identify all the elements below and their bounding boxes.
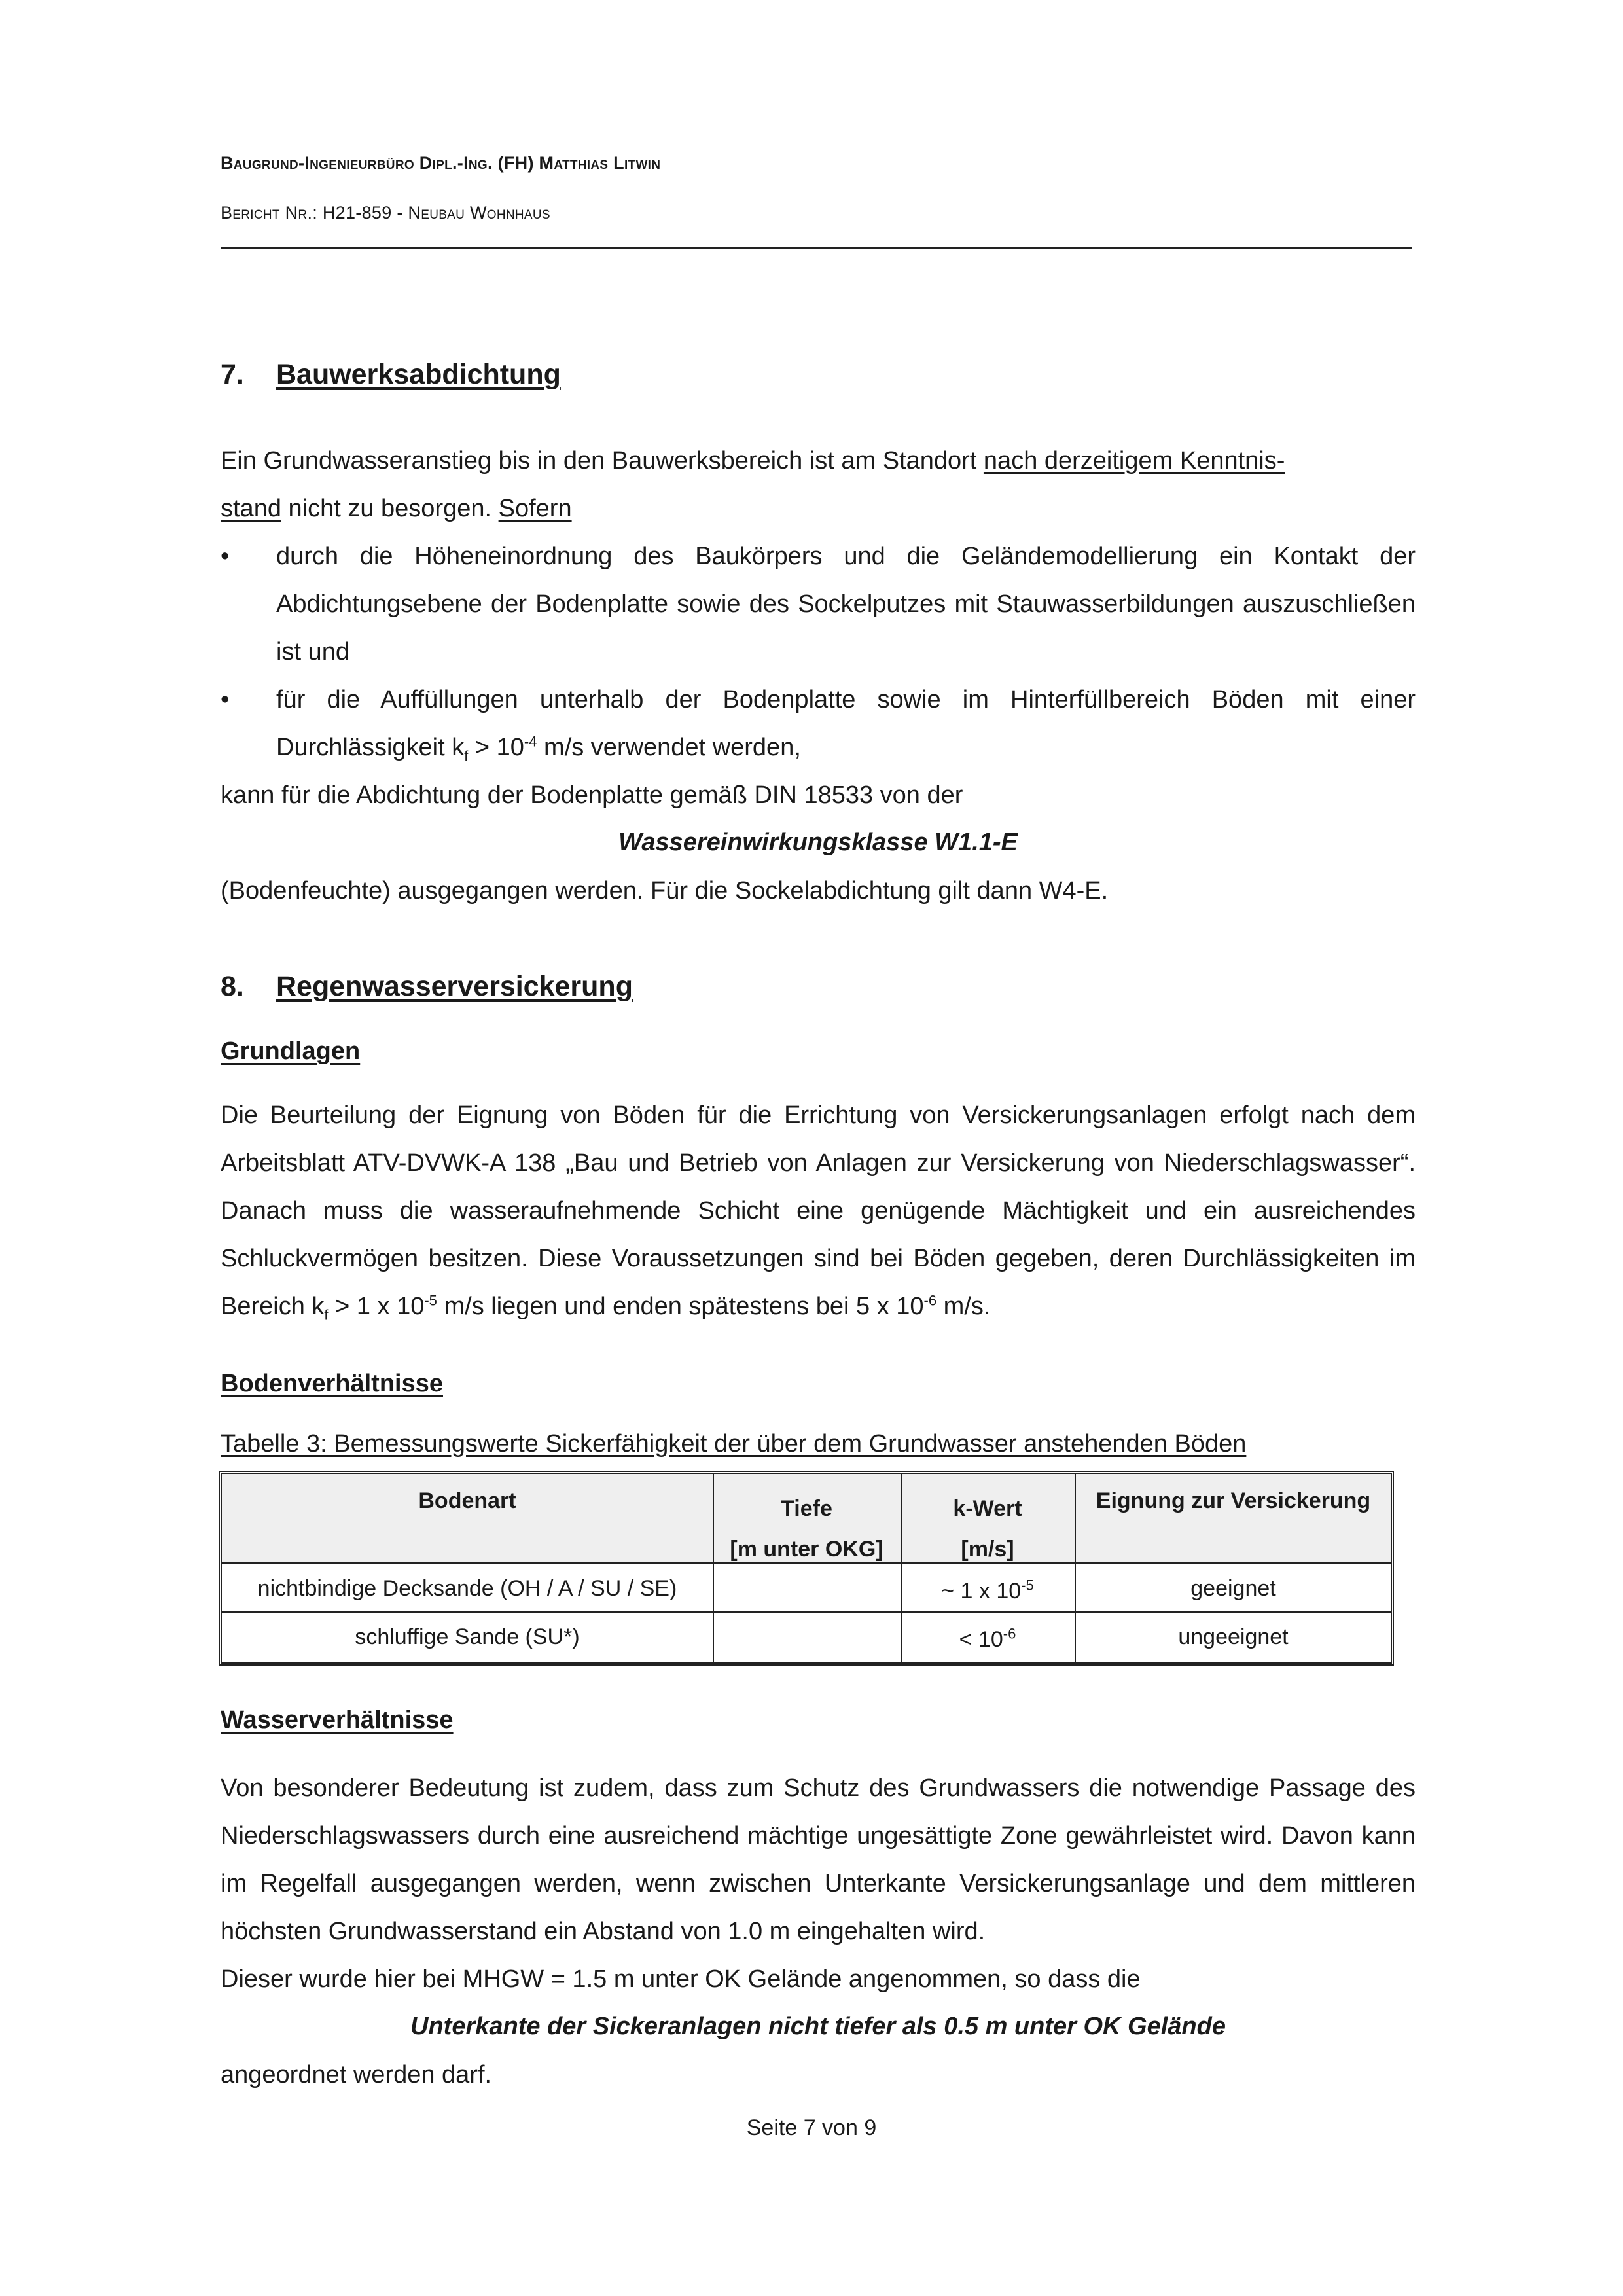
- paragraph-text: Ein Grundwasseranstieg bis in den Bauwerksbereich ist am Standort: [221, 447, 984, 475]
- table-header-eignung: Eignung zur Versickerung: [1096, 1488, 1371, 1513]
- table-header-kwert: [901, 1488, 1075, 1570]
- section-8-paragraph-4: angeordnet werden darf.: [221, 2061, 492, 2089]
- paragraph-text: > 1 x 10: [328, 1293, 425, 1320]
- table-cell-eignung: geeignet: [1190, 1576, 1276, 1601]
- section-8-title: Regenwasserversickerung: [276, 971, 633, 1002]
- bullet-text-part: > 10: [468, 734, 524, 761]
- superscript: -5: [1021, 1577, 1034, 1594]
- table-cell-kwert: [901, 1627, 1075, 1653]
- table-cell-bodenart: schluffige Sande (SU*): [355, 1624, 580, 1649]
- section-8-paragraph-2: Von besonderer Bedeutung ist zudem, dass zum Schutz des Grundwassers die notwendige Passage des Niederschlagswassers durch eine ausreichend mächtige ungesättigte Zone gewährleistet wird. Davon kann im Regelfall ausgegangen werden, wenn zwischen Unterkante Versickerungsanlage und dem mittleren höchsten Grundwasserstand ein Abstand von 1.0 m eingehalten wird.: [221, 1774, 1416, 1945]
- kwert-base: ~ 1 x 10: [941, 1579, 1022, 1604]
- table-cell-kwert: [901, 1579, 1075, 1604]
- table-cell-eignung: ungeeignet: [1178, 1624, 1289, 1649]
- underlined-text: stand: [221, 495, 281, 522]
- kwert-base: < 10: [959, 1627, 1003, 1652]
- table-divider: [222, 1611, 1391, 1613]
- subheading-bodenverhaeltnisse: Bodenverhältnisse: [221, 1370, 443, 1397]
- section-8-paragraph-1: [221, 1092, 1416, 1331]
- section-7-number: 7.: [221, 359, 244, 390]
- bullet-text: durch die Höheneinordnung des Baukörpers und die Geländemodellierung ein Kontakt der Abdichtungsebene der Bodenplatte sowie des Sockelputzes mit Stauwasserbildungen auszuschließen ist und: [276, 543, 1416, 666]
- section-8-emphasis: Unterkante der Sickeranlagen nicht tiefer als 0.5 m unter OK Gelände: [410, 2013, 1226, 2040]
- paragraph-text: m/s liegen und enden spätestens bei 5 x 10: [437, 1293, 924, 1320]
- section-7-emphasis: Wassereinwirkungsklasse W1.1-E: [618, 829, 1018, 856]
- header-label: Tiefe: [781, 1496, 832, 1521]
- subscript: f: [464, 747, 469, 764]
- table-header-bodenart: Bodenart: [418, 1488, 516, 1513]
- header-unit: [m/s]: [961, 1537, 1014, 1562]
- soil-table: [219, 1471, 1394, 1666]
- header-divider: [221, 247, 1412, 249]
- paragraph-text: Die Beurteilung der Eignung von Böden für die Errichtung von Versickerungsanlagen erfolgt nach dem Arbeitsblatt ATV-DVWK-A 138 „Bau und Betrieb von Anlagen zur Versickerung von Niederschlagswasser“. Danach muss die wasseraufnehmende Schicht eine genügende Mächtigkeit und ein ausreichendes Schluckvermögen besitzen. Diese Voraussetzungen sind bei Böden gegeben, deren Durchlässigkeiten im Bereich k: [221, 1102, 1416, 1320]
- bullet-text-part: für die Auffüllungen unterhalb der Bodenplatte sowie im Hinterfüllbereich Böden mit einer Durchlässigkeit k: [276, 686, 1416, 761]
- bullet-dot: •: [221, 543, 230, 570]
- subscript: f: [324, 1306, 329, 1323]
- section-7-paragraph-1: [221, 437, 1416, 533]
- bullet-item-2: [221, 676, 1416, 772]
- bullet-dot: •: [221, 686, 230, 713]
- subheading-wasserverhaeltnisse: Wasserverhältnisse: [221, 1706, 454, 1734]
- section-7-heading: [221, 359, 561, 391]
- section-8-paragraph-3: Dieser wurde hier bei MHGW = 1.5 m unter OK Gelände angenommen, so dass die: [221, 1965, 1141, 1993]
- table-caption: Tabelle 3: Bemessungswerte Sickerfähigkeit der über dem Grundwasser anstehenden Böden: [221, 1430, 1247, 1458]
- bullet-text: [276, 676, 1416, 772]
- underlined-text: nach derzeitigem Kenntnis-: [983, 447, 1285, 475]
- superscript: -5: [424, 1292, 437, 1309]
- subheading-grundlagen: Grundlagen: [221, 1037, 361, 1065]
- bullet-text-part: m/s verwendet werden,: [537, 734, 801, 761]
- table-header-tiefe: [713, 1488, 901, 1570]
- header-company: Baugrund-Ingenieurbüro Dipl.-Ing. (FH) Matthias Litwin: [221, 153, 661, 173]
- section-8-number: 8.: [221, 971, 244, 1002]
- paragraph-text: nicht zu besorgen.: [281, 495, 499, 522]
- superscript: -6: [1003, 1625, 1016, 1642]
- section-7-title: Bauwerksabdichtung: [276, 359, 561, 390]
- paragraph-text: m/s.: [936, 1293, 991, 1320]
- superscript: -6: [923, 1292, 937, 1309]
- underlined-text: Sofern: [498, 495, 572, 522]
- bullet-item-1: [221, 533, 1416, 676]
- header-label: k-Wert: [953, 1496, 1022, 1521]
- section-8-heading: [221, 971, 633, 1003]
- section-7-paragraph-2: kann für die Abdichtung der Bodenplatte gemäß DIN 18533 von der: [221, 781, 963, 809]
- section-7-paragraph-3: (Bodenfeuchte) ausgegangen werden. Für die Sockelabdichtung gilt dann W4-E.: [221, 877, 1109, 905]
- page-number: Seite 7 von 9: [746, 2115, 877, 2140]
- superscript: -4: [524, 733, 537, 750]
- header-unit: [m unter OKG]: [730, 1537, 883, 1562]
- header-report: Bericht Nr.: H21-859 - Neubau Wohnhaus: [221, 203, 550, 223]
- table-cell-bodenart: nichtbindige Decksande (OH / A / SU / SE): [257, 1576, 677, 1601]
